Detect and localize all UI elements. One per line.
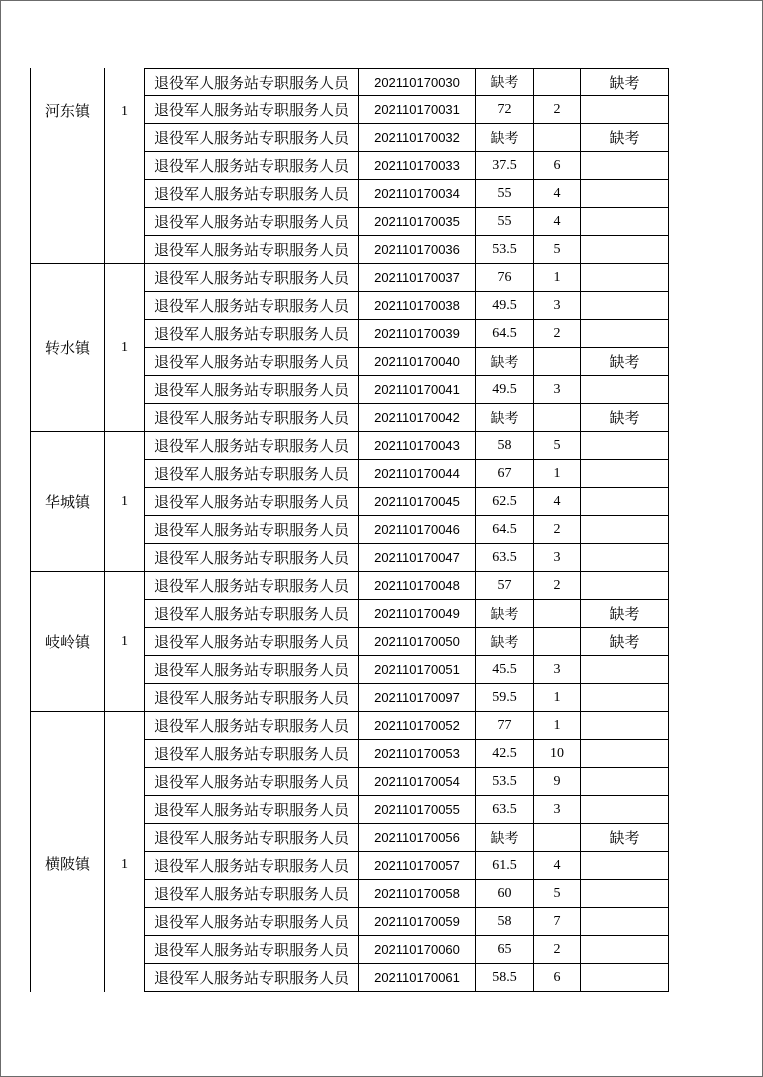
score-cell: 55 xyxy=(476,208,534,236)
score-cell: 63.5 xyxy=(476,796,534,824)
exam-number-cell: 202110170059 xyxy=(359,908,476,936)
exam-number-cell: 202110170054 xyxy=(359,768,476,796)
exam-number-cell: 202110170049 xyxy=(359,600,476,628)
exam-number-cell: 202110170043 xyxy=(359,432,476,460)
score-cell: 61.5 xyxy=(476,852,534,880)
remark-cell xyxy=(581,544,669,572)
position-cell: 退役军人服务站专职服务人员 xyxy=(145,908,359,936)
score-cell: 缺考 xyxy=(476,600,534,628)
remark-cell xyxy=(581,320,669,348)
rank-cell: 6 xyxy=(534,964,581,992)
score-cell: 53.5 xyxy=(476,768,534,796)
rank-cell: 4 xyxy=(534,180,581,208)
remark-cell xyxy=(581,96,669,124)
exam-number-cell: 202110170045 xyxy=(359,488,476,516)
rank-cell xyxy=(534,600,581,628)
score-cell: 77 xyxy=(476,712,534,740)
rank-cell xyxy=(534,824,581,852)
remark-cell xyxy=(581,376,669,404)
remark-cell xyxy=(581,516,669,544)
rank-cell xyxy=(534,68,581,96)
rank-cell: 3 xyxy=(534,544,581,572)
remark-cell: 缺考 xyxy=(581,348,669,376)
score-cell: 60 xyxy=(476,880,534,908)
score-cell: 58 xyxy=(476,432,534,460)
remark-cell xyxy=(581,768,669,796)
position-cell: 退役军人服务站专职服务人员 xyxy=(145,236,359,264)
position-cell: 退役军人服务站专职服务人员 xyxy=(145,600,359,628)
position-cell: 退役军人服务站专职服务人员 xyxy=(145,964,359,992)
exam-number-cell: 202110170051 xyxy=(359,656,476,684)
remark-cell xyxy=(581,936,669,964)
exam-number-cell: 202110170036 xyxy=(359,236,476,264)
score-cell: 49.5 xyxy=(476,292,534,320)
rank-cell xyxy=(534,348,581,376)
score-cell: 缺考 xyxy=(476,404,534,432)
position-cell: 退役军人服务站专职服务人员 xyxy=(145,852,359,880)
exam-number-cell: 202110170042 xyxy=(359,404,476,432)
position-cell: 退役军人服务站专职服务人员 xyxy=(145,152,359,180)
score-cell: 64.5 xyxy=(476,320,534,348)
remark-cell xyxy=(581,264,669,292)
score-table xyxy=(30,68,669,992)
remark-cell xyxy=(581,908,669,936)
remark-cell xyxy=(581,180,669,208)
exam-number-cell: 202110170038 xyxy=(359,292,476,320)
score-cell: 63.5 xyxy=(476,544,534,572)
remark-cell: 缺考 xyxy=(581,68,669,96)
score-cell: 缺考 xyxy=(476,824,534,852)
score-cell: 58 xyxy=(476,908,534,936)
remark-cell xyxy=(581,852,669,880)
rank-cell: 2 xyxy=(534,320,581,348)
position-cell: 退役军人服务站专职服务人员 xyxy=(145,488,359,516)
remark-cell: 缺考 xyxy=(581,404,669,432)
position-cell: 退役军人服务站专职服务人员 xyxy=(145,572,359,600)
position-cell: 退役军人服务站专职服务人员 xyxy=(145,68,359,96)
exam-number-cell: 202110170034 xyxy=(359,180,476,208)
rank-cell: 7 xyxy=(534,908,581,936)
exam-number-cell: 202110170056 xyxy=(359,824,476,852)
town-name-cell: 岐岭镇 xyxy=(30,572,105,712)
exam-number-cell: 202110170031 xyxy=(359,96,476,124)
quota-cell: 1 xyxy=(105,264,145,432)
position-cell: 退役军人服务站专职服务人员 xyxy=(145,796,359,824)
quota-cell: 1 xyxy=(105,572,145,712)
position-cell: 退役军人服务站专职服务人员 xyxy=(145,824,359,852)
position-cell: 退役军人服务站专职服务人员 xyxy=(145,124,359,152)
quota-cell: 1 xyxy=(105,68,145,264)
score-cell: 62.5 xyxy=(476,488,534,516)
score-cell: 55 xyxy=(476,180,534,208)
rank-cell: 10 xyxy=(534,740,581,768)
position-cell: 退役军人服务站专职服务人员 xyxy=(145,96,359,124)
exam-number-cell: 202110170033 xyxy=(359,152,476,180)
exam-number-cell: 202110170039 xyxy=(359,320,476,348)
town-name-cell: 转水镇 xyxy=(30,264,105,432)
score-cell: 59.5 xyxy=(476,684,534,712)
exam-number-cell: 202110170061 xyxy=(359,964,476,992)
exam-number-cell: 202110170053 xyxy=(359,740,476,768)
exam-number-cell: 202110170060 xyxy=(359,936,476,964)
exam-number-cell: 202110170040 xyxy=(359,348,476,376)
remark-cell xyxy=(581,712,669,740)
position-cell: 退役军人服务站专职服务人员 xyxy=(145,208,359,236)
quota-cell: 1 xyxy=(105,712,145,992)
rank-cell: 1 xyxy=(534,684,581,712)
position-cell: 退役军人服务站专职服务人员 xyxy=(145,544,359,572)
exam-number-cell: 202110170052 xyxy=(359,712,476,740)
remark-cell xyxy=(581,656,669,684)
rank-cell xyxy=(534,628,581,656)
position-cell: 退役军人服务站专职服务人员 xyxy=(145,684,359,712)
rank-cell: 9 xyxy=(534,768,581,796)
position-cell: 退役军人服务站专职服务人员 xyxy=(145,292,359,320)
rank-cell: 5 xyxy=(534,880,581,908)
remark-cell xyxy=(581,684,669,712)
rank-cell: 3 xyxy=(534,796,581,824)
rank-cell: 3 xyxy=(534,656,581,684)
exam-number-cell: 202110170046 xyxy=(359,516,476,544)
rank-cell: 1 xyxy=(534,712,581,740)
position-cell: 退役军人服务站专职服务人员 xyxy=(145,348,359,376)
position-cell: 退役军人服务站专职服务人员 xyxy=(145,628,359,656)
town-name-cell: 横陂镇 xyxy=(30,712,105,992)
quota-cell: 1 xyxy=(105,432,145,572)
remark-cell xyxy=(581,236,669,264)
exam-number-cell: 202110170032 xyxy=(359,124,476,152)
position-cell: 退役军人服务站专职服务人员 xyxy=(145,432,359,460)
remark-cell: 缺考 xyxy=(581,628,669,656)
remark-cell xyxy=(581,488,669,516)
score-cell: 49.5 xyxy=(476,376,534,404)
score-cell: 缺考 xyxy=(476,628,534,656)
rank-cell: 2 xyxy=(534,572,581,600)
position-cell: 退役军人服务站专职服务人员 xyxy=(145,320,359,348)
remark-cell xyxy=(581,292,669,320)
score-cell: 37.5 xyxy=(476,152,534,180)
exam-number-cell: 202110170037 xyxy=(359,264,476,292)
remark-cell xyxy=(581,460,669,488)
rank-cell: 3 xyxy=(534,376,581,404)
position-cell: 退役军人服务站专职服务人员 xyxy=(145,936,359,964)
score-cell: 57 xyxy=(476,572,534,600)
remark-cell xyxy=(581,964,669,992)
remark-cell xyxy=(581,740,669,768)
score-cell: 缺考 xyxy=(476,124,534,152)
position-cell: 退役军人服务站专职服务人员 xyxy=(145,712,359,740)
position-cell: 退役军人服务站专职服务人员 xyxy=(145,376,359,404)
rank-cell xyxy=(534,124,581,152)
remark-cell: 缺考 xyxy=(581,124,669,152)
position-cell: 退役军人服务站专职服务人员 xyxy=(145,460,359,488)
remark-cell xyxy=(581,208,669,236)
position-cell: 退役军人服务站专职服务人员 xyxy=(145,516,359,544)
position-cell: 退役军人服务站专职服务人员 xyxy=(145,404,359,432)
position-cell: 退役军人服务站专职服务人员 xyxy=(145,264,359,292)
remark-cell xyxy=(581,572,669,600)
rank-cell: 2 xyxy=(534,936,581,964)
rank-cell: 1 xyxy=(534,264,581,292)
remark-cell: 缺考 xyxy=(581,600,669,628)
score-cell: 53.5 xyxy=(476,236,534,264)
remark-cell xyxy=(581,432,669,460)
rank-cell: 4 xyxy=(534,852,581,880)
position-cell: 退役军人服务站专职服务人员 xyxy=(145,180,359,208)
exam-number-cell: 202110170030 xyxy=(359,68,476,96)
score-cell: 76 xyxy=(476,264,534,292)
position-cell: 退役军人服务站专职服务人员 xyxy=(145,768,359,796)
rank-cell: 5 xyxy=(534,432,581,460)
position-cell: 退役军人服务站专职服务人员 xyxy=(145,656,359,684)
rank-cell: 1 xyxy=(534,460,581,488)
score-cell: 42.5 xyxy=(476,740,534,768)
exam-number-cell: 202110170048 xyxy=(359,572,476,600)
score-cell: 58.5 xyxy=(476,964,534,992)
rank-cell: 2 xyxy=(534,96,581,124)
remark-cell xyxy=(581,796,669,824)
rank-cell xyxy=(534,404,581,432)
position-cell: 退役军人服务站专职服务人员 xyxy=(145,880,359,908)
exam-number-cell: 202110170097 xyxy=(359,684,476,712)
exam-number-cell: 202110170050 xyxy=(359,628,476,656)
exam-number-cell: 202110170057 xyxy=(359,852,476,880)
exam-number-cell: 202110170035 xyxy=(359,208,476,236)
exam-number-cell: 202110170041 xyxy=(359,376,476,404)
rank-cell: 3 xyxy=(534,292,581,320)
rank-cell: 5 xyxy=(534,236,581,264)
position-cell: 退役军人服务站专职服务人员 xyxy=(145,740,359,768)
score-cell: 45.5 xyxy=(476,656,534,684)
rank-cell: 4 xyxy=(534,488,581,516)
score-cell: 72 xyxy=(476,96,534,124)
score-cell: 67 xyxy=(476,460,534,488)
score-cell: 缺考 xyxy=(476,68,534,96)
exam-number-cell: 202110170047 xyxy=(359,544,476,572)
town-name-cell: 华城镇 xyxy=(30,432,105,572)
rank-cell: 4 xyxy=(534,208,581,236)
exam-number-cell: 202110170044 xyxy=(359,460,476,488)
rank-cell: 2 xyxy=(534,516,581,544)
exam-number-cell: 202110170058 xyxy=(359,880,476,908)
remark-cell xyxy=(581,880,669,908)
score-cell: 缺考 xyxy=(476,348,534,376)
score-cell: 64.5 xyxy=(476,516,534,544)
rank-cell: 6 xyxy=(534,152,581,180)
remark-cell xyxy=(581,152,669,180)
score-cell: 65 xyxy=(476,936,534,964)
exam-number-cell: 202110170055 xyxy=(359,796,476,824)
remark-cell: 缺考 xyxy=(581,824,669,852)
town-name-cell: 河东镇 xyxy=(30,68,105,264)
